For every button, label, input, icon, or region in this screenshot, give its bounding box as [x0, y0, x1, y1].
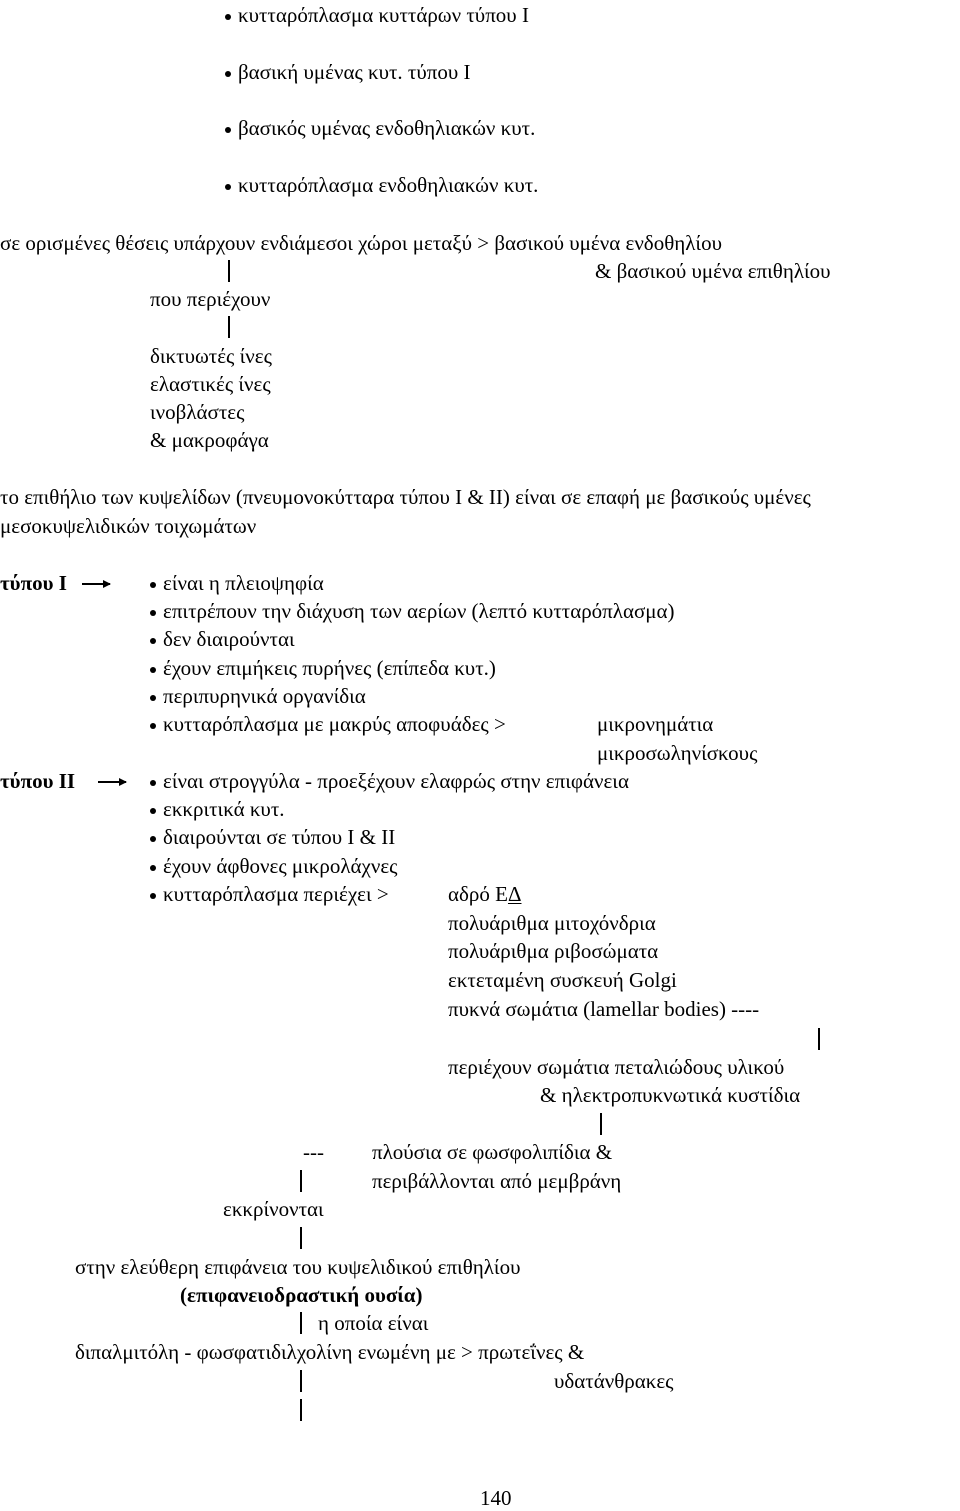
interstitial-line: που περιέχουν: [150, 287, 271, 311]
type-i-bullet: κυτταρόπλασμα με μακρύς αποφυάδες >: [163, 712, 506, 736]
bullet-dot: [225, 127, 231, 133]
bullet-dot: [150, 582, 156, 588]
connector-line: [300, 1370, 302, 1392]
list-item: κυτταρόπλασμα κυττάρων τύπου Ι: [238, 3, 529, 27]
bullet-dot: [150, 780, 156, 786]
bullet-dot: [150, 695, 156, 701]
type-ii-sub: πολυάριθμα ριβοσώματα: [448, 939, 659, 963]
type-i-bullet: δεν διαιρούνται: [163, 627, 295, 651]
bullet-dot: [150, 610, 156, 616]
lamellar-dash: ---: [303, 1140, 324, 1164]
type-ii-sub: εκτεταμένη συσκευή Golgi: [448, 968, 677, 992]
bullet-dot: [150, 836, 156, 842]
list-item: κυτταρόπλασμα ενδοθηλιακών κυτ.: [238, 173, 539, 197]
lamellar-line: περιβάλλονται από μεμβράνη: [372, 1169, 622, 1193]
connector-line: [600, 1113, 602, 1135]
connector-line: [300, 1170, 302, 1192]
type-ii-bullet: έχουν άφθονες μικρολάχνες: [163, 854, 398, 878]
list-item: βασική υμένας κυτ. τύπου Ι: [238, 60, 471, 84]
lamellar-line: υδατάνθρακες: [554, 1369, 674, 1393]
bullet-dot: [225, 14, 231, 20]
bullet-dot: [150, 667, 156, 673]
list-item: βασικός υμένας ενδοθηλιακών κυτ.: [238, 116, 536, 140]
type-ii-bullet: εκκριτικά κυτ.: [163, 797, 285, 821]
page-number: 140: [480, 1486, 512, 1510]
epithelium-line: το επιθήλιο των κυψελίδων (πνευμονοκύτταρα τύπου Ι & ΙΙ) είναι σε επαφή με βασικούς υμένες: [0, 485, 811, 509]
bullet-dot: [150, 808, 156, 814]
interstitial-item: ελαστικές ίνες: [150, 372, 271, 396]
type-ii-sub: πυκνά σωμάτια (lamellar bodies) ----: [448, 997, 760, 1021]
bullet-dot: [150, 865, 156, 871]
connector-line: [300, 1399, 302, 1421]
lamellar-line: η οποία είναι: [318, 1311, 429, 1335]
type-i-sub: μικρονημάτια: [597, 712, 714, 736]
bullet-dot: [150, 638, 156, 644]
type-i-label: τύπου Ι: [0, 571, 67, 595]
connector-line: [300, 1227, 302, 1249]
type-i-sub: μικροσωληνίσκους: [597, 741, 758, 765]
type-ii-bullet: κυτταρόπλασμα περιέχει >: [163, 882, 389, 906]
arrow-right-icon: [82, 583, 110, 585]
type-ii-sub-suffix: Δ: [507, 882, 522, 906]
lamellar-line: & ηλεκτροπυκνωτικά κυστίδια: [540, 1083, 801, 1107]
lamellar-line: διπαλμιτόλη - φωσφατιδιλχολίνη ενωμένη με > πρωτεΐνες &: [75, 1340, 585, 1364]
lamellar-line: εκκρίνονται: [223, 1197, 324, 1221]
arrow-right-icon: [98, 781, 126, 783]
type-i-bullet: επιτρέπουν την διάχυση των αερίων (λεπτό κυτταρόπλασμα): [163, 599, 675, 623]
interstitial-line: σε ορισμένες θέσεις υπάρχουν ενδιάμεσοι χώροι μεταξύ > βασικού υμένα ενδοθηλίου: [0, 231, 722, 255]
bullet-dot: [225, 71, 231, 77]
type-ii-label: τύπου ΙΙ: [0, 769, 76, 793]
connector-line: [228, 316, 230, 338]
bullet-dot: [150, 723, 156, 729]
interstitial-item: ινοβλάστες: [150, 400, 245, 424]
lamellar-line: πλούσια σε φωσφολιπίδια &: [372, 1140, 613, 1164]
lamellar-line: στην ελεύθερη επιφάνεια του κυψελιδικού επιθηλίου: [75, 1255, 521, 1279]
type-i-bullet: περιπυρηνικά οργανίδια: [163, 684, 366, 708]
connector-line: [228, 260, 230, 282]
interstitial-line: & βασικού υμένα επιθηλίου: [595, 259, 831, 283]
connector-line: [818, 1028, 820, 1050]
bullet-dot: [225, 184, 231, 190]
epithelium-line: μεσοκυψελιδικών τοιχωμάτων: [0, 514, 257, 538]
type-ii-bullet: είναι στρογγύλα - προεξέχουν ελαφρώς στην επιφάνεια: [163, 769, 629, 793]
bullet-dot: [150, 893, 156, 899]
type-ii-sub: πολυάριθμα μιτοχόνδρια: [448, 911, 656, 935]
type-ii-sub-prefix: αδρό Ε: [448, 882, 508, 906]
surfactant-label: (επιφανειοδραστική ουσία): [180, 1283, 423, 1307]
lamellar-line: περιέχουν σωμάτια πεταλιώδους υλικού: [448, 1055, 785, 1079]
type-i-bullet: έχουν επιμήκεις πυρήνες (επίπεδα κυτ.): [163, 656, 496, 680]
type-ii-bullet: διαιρούνται σε τύπου Ι & ΙΙ: [163, 825, 396, 849]
connector-line: [300, 1312, 302, 1334]
interstitial-item: δικτυωτές ίνες: [150, 344, 272, 368]
type-i-bullet: είναι η πλειοψηφία: [163, 571, 324, 595]
interstitial-item: & μακροφάγα: [150, 428, 269, 452]
type-ii-sub: [448, 884, 521, 905]
